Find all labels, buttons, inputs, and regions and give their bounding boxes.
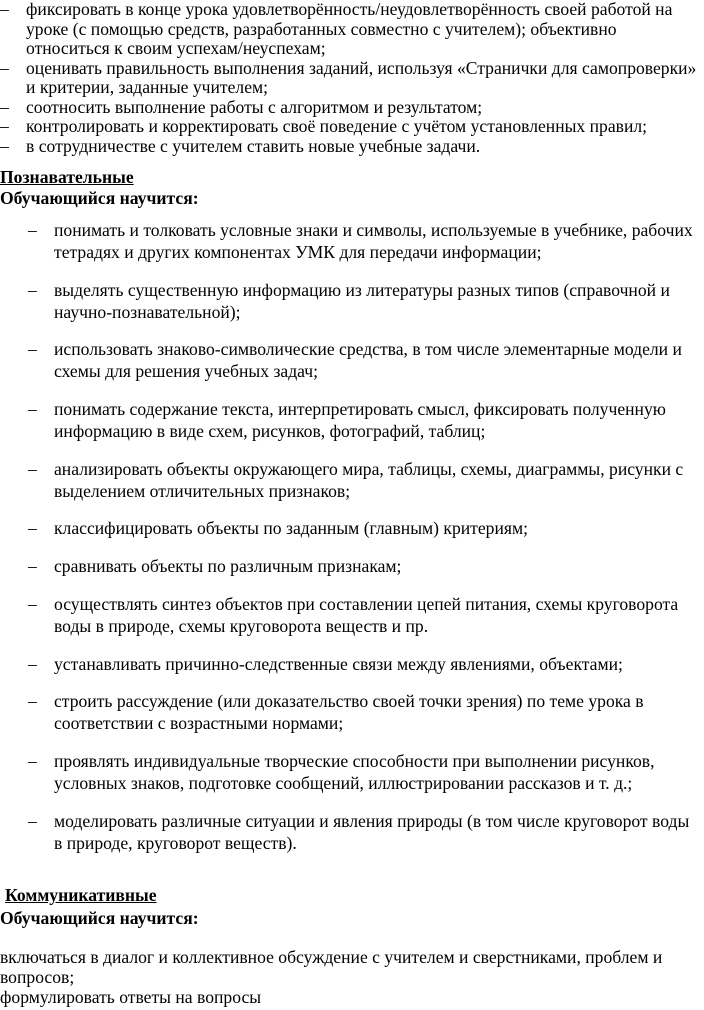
list-item	[0, 810, 704, 854]
list-item-text: выделять существенную информацию из литературы разных типов (справочной и научно-познавательной);	[54, 279, 670, 322]
list-item	[0, 219, 704, 263]
cognitive-heading	[0, 166, 134, 188]
bullet-dash: –	[28, 279, 37, 300]
bullet-dash: –	[28, 220, 37, 240]
list-item	[0, 279, 704, 323]
communicative-paragraph: формулировать ответы на вопросы	[0, 987, 262, 1007]
list-item-text: соотносить выполнение работы с алгоритмом и результатом;	[26, 96, 483, 117]
list-item	[0, 593, 704, 637]
list-item-text: в сотрудничестве с учителем ставить новые учебные задачи.	[26, 135, 481, 156]
list-item	[0, 690, 704, 734]
bullet-dash: –	[0, 96, 9, 117]
list-item-text: анализировать объекты окружающего мира, таблицы, схемы, диаграммы, рисунки с выделением отличительных признаков;	[54, 458, 684, 501]
cognitive-list	[0, 219, 704, 869]
bullet-dash: –	[28, 593, 37, 614]
list-item-text: контролировать и корректировать своё поведение с учётом установленных правил;	[26, 116, 648, 136]
bullet-dash: –	[0, 57, 9, 78]
communicative-subheading: Обучающийся научится:	[0, 908, 199, 928]
list-item	[0, 98, 704, 118]
bullet-dash: –	[28, 653, 37, 674]
communicative-heading-text: Коммуникативные	[5, 885, 157, 905]
list-item	[0, 398, 704, 442]
bullet-dash: –	[28, 339, 37, 360]
communicative-heading	[5, 884, 157, 906]
list-item-text: понимать и толковать условные знаки и символы, используемые в учебнике, рабочих тетрадях и других компонентах УМК для передачи информации;	[54, 220, 693, 262]
list-item-text: осуществлять синтез объектов при составлении цепей питания, схемы круговорота воды в природе, схемы круговорота веществ и пр.	[54, 593, 679, 636]
bullet-dash: –	[28, 399, 37, 420]
bullet-dash: –	[0, 116, 9, 136]
list-item	[0, 458, 704, 502]
bullet-dash: –	[28, 556, 37, 577]
list-item-text: понимать содержание текста, интерпретировать смысл, фиксировать полученную информацию в виде схем, рисунков, фотографий, таблиц;	[54, 399, 666, 442]
bullet-dash: –	[28, 750, 37, 771]
cognitive-subheading: Обучающийся научится:	[0, 188, 199, 208]
list-item	[0, 517, 704, 539]
list-item	[0, 59, 704, 98]
list-item-text: классифицировать объекты по заданным (главным) критериям;	[54, 518, 528, 539]
list-item	[0, 338, 704, 382]
list-item	[0, 653, 704, 675]
bullet-dash: –	[0, 0, 9, 19]
bullet-dash: –	[28, 518, 37, 539]
list-item-text: моделировать различные ситуации и явления природы (в том числе круговорот воды в природе, круговорот веществ).	[54, 810, 690, 853]
bullet-dash: –	[28, 458, 37, 479]
cognitive-heading-text: Познавательные	[0, 167, 134, 187]
list-item	[0, 555, 704, 577]
list-item-text: устанавливать причинно-следственные связи между явлениями, объектами;	[54, 653, 623, 674]
list-item-text: сравнивать объекты по различным признакам;	[54, 556, 402, 577]
bullet-dash: –	[28, 691, 37, 712]
bullet-dash: –	[0, 135, 9, 156]
regulatory-list	[0, 0, 704, 156]
list-item	[0, 117, 704, 137]
communicative-paragraph: включаться в диалог и коллективное обсуждение с учителем и сверстниками, проблем и вопросов;	[0, 947, 663, 987]
list-item-text: проявлять индивидуальные творческие способности при выполнении рисунков, условных знаков, подготовке сообщений, иллюстрировании рассказов и т. д.;	[54, 750, 655, 793]
list-item	[0, 750, 704, 794]
bullet-dash: –	[28, 810, 37, 831]
list-item-text: строить рассуждение (или доказательство своей точки зрения) по теме урока в соответствии с возрастными нормами;	[54, 691, 644, 734]
list-item	[0, 137, 704, 157]
list-item-text: оценивать правильность выполнения заданий, используя «Странички для самопроверки» и критерии, заданные учителем;	[26, 57, 697, 97]
list-item	[0, 0, 704, 59]
list-item-text: использовать знаково-символические средства, в том числе элементарные модели и схемы для решения учебных задач;	[54, 339, 682, 382]
list-item-text: фиксировать в конце урока удовлетворённость/неудовлетворённость своей работой на уроке (с помощью средств, разработанных совместно с учителем); объективно относиться к своим успехам/неуспехам;	[26, 0, 673, 58]
